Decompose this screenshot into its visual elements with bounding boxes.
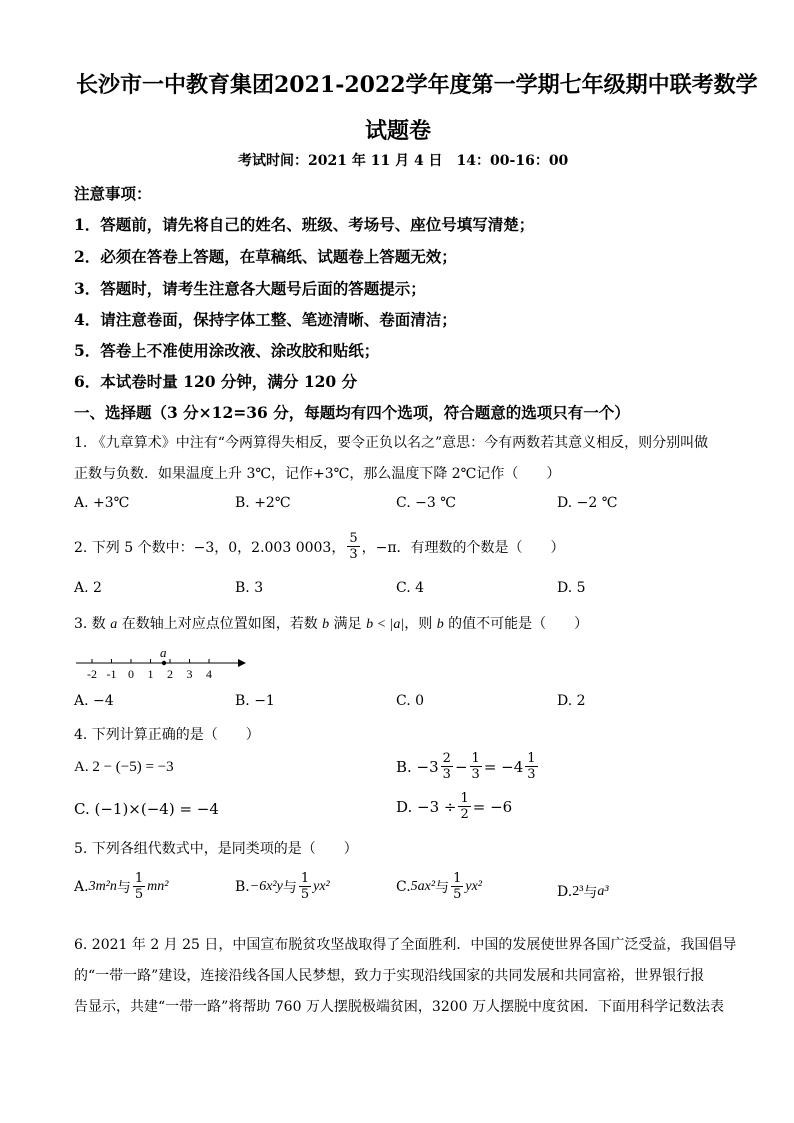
frac-den: 2 (460, 807, 469, 822)
q4-b-text: − (454, 757, 468, 776)
frac-num: 1 (300, 871, 310, 886)
q3-inequality: b < |a| (366, 617, 405, 632)
q5-text: D. (557, 884, 573, 900)
note-item: 4．请注意卷面，保持字体工整、笔迹清晰、卷面清洁； (74, 310, 457, 329)
number-line-tick-label: 1 (147, 667, 154, 680)
q4-option-d (396, 792, 512, 821)
q5-term: a³ (597, 884, 609, 899)
q5-term: yx² (465, 878, 482, 894)
q4-b-text: B. −3 (396, 757, 439, 776)
q5-text: 与 (435, 879, 450, 896)
note-item: 5．答卷上不准使用涂改液、涂改胶和贴纸； (74, 341, 380, 360)
section-heading: 一、选择题（3 分×12=36 分，每题均有四个选项，符合题意的选项只有一个） (74, 403, 630, 422)
frac-num: 2 (442, 751, 451, 766)
q4-option-a: A. 2 − (−5) = −3 (74, 759, 174, 775)
q5-term: 5ax² (410, 878, 436, 894)
q5-text: 与 (282, 879, 297, 896)
frac-den: 3 (471, 767, 480, 782)
q1-option-a: A. +3℃ (74, 495, 130, 511)
q2-option-b: B. 3 (235, 580, 264, 596)
q1-option-d: D. −2 ℃ (557, 495, 618, 511)
frac-den: 5 (300, 887, 310, 902)
number-line-ticks (87, 659, 212, 680)
frac-den: 3 (527, 767, 536, 782)
q3-var-a: a (110, 617, 118, 632)
q4-stem: 4. 下列计算正确的是（ ） (74, 727, 260, 743)
q2-prefix: 2. 下列 5 个数中：−3，0，2.003 0003， (74, 539, 346, 556)
frac-num: 1 (460, 791, 469, 806)
q3-option-a: A. −4 (74, 693, 114, 709)
note-item: 3．答题时，请考生注意各大题号后面的答题提示； (74, 279, 426, 298)
point-a-label: a (160, 645, 167, 660)
q2-frac-den: 3 (349, 547, 358, 562)
q3-text: 在数轴上对应点位置如图，若数 (117, 616, 323, 632)
q5-option-d (557, 882, 609, 902)
exam-title-line1: 长沙市一中教育集团2021-2022学年度第一学期七年级期中联考数学 (76, 72, 758, 98)
q3-text: 3. 数 (74, 616, 111, 632)
q2-frac-num: 5 (349, 531, 358, 546)
q5-stem: 5. 下列各组代数式中，是同类项的是（ ） (74, 841, 358, 857)
q1-line1: 1. 《九章算术》中注有“今两算得失相反，要令正负以名之”意思：今有两数若其意义相反，则分别叫做 (74, 435, 709, 451)
q2-option-a: A. 2 (74, 580, 102, 596)
frac-den: 5 (134, 887, 144, 902)
q5-term: 3m²n (88, 878, 117, 894)
q5-term: 2³ (572, 884, 584, 899)
q5-term: yx² (313, 878, 330, 894)
q3-option-c: C. 0 (396, 693, 425, 709)
q4-d-text: = −6 (472, 797, 513, 816)
number-line-tick-label: -1 (106, 667, 117, 680)
note-item: 1．答题前，请先将自己的姓名、班级、考场号、座位号填写清楚； (74, 215, 535, 234)
q1-option-b: B. +2℃ (235, 495, 291, 511)
exam-time: 考试时间：2021 年 11 月 4 日 14：00-16：00 (238, 153, 569, 169)
q6-line2: 的“一带一路”建设，连接沿线各国人民梦想，致力于实现沿线国家的共同发展和共同富裕，世界银行报 (74, 968, 705, 984)
number-line-tick-label: 2 (167, 667, 173, 680)
q4-d-text: D. −3 ÷ (396, 797, 457, 816)
q4-option-c: C. (−1)×(−4) = −4 (74, 800, 219, 818)
number-line-figure (72, 644, 248, 680)
q2-suffix: ，−π．有理数的个数是（ ） (361, 539, 565, 556)
q5-option-c (396, 872, 482, 901)
frac-num: 1 (471, 751, 480, 766)
point-a-dot (162, 661, 166, 665)
notes-heading: 注意事项： (74, 184, 152, 203)
q5-text: 与 (116, 879, 131, 896)
q5-term: −6x²y (249, 878, 283, 894)
q3-var-b: b (322, 617, 330, 632)
exam-title-line2: 试题卷 (365, 118, 432, 144)
q3-var-b: b (436, 617, 444, 632)
q3-text: ，则 (404, 616, 437, 632)
q6-line3: 告显示，共建“一带一路”将帮助 760 万人摆脱极端贫困，3200 万人摆脱中度贫困．下面用科学记数法表 (74, 999, 725, 1015)
q4-b-text: = −4 (483, 757, 524, 776)
frac-num: 1 (527, 751, 536, 766)
q1-option-c: C. −3 ℃ (396, 495, 456, 511)
q5-text: A. (74, 878, 89, 895)
q3-option-b: B. −1 (235, 693, 275, 709)
q2-option-c: C. 4 (396, 580, 425, 596)
q6-line1: 6. 2021 年 2 月 25 日，中国宣布脱贫攻坚战取得了全面胜利．中国的发展使世界各国广泛受益，我国倡导 (74, 937, 737, 953)
q5-term: mn² (147, 878, 169, 894)
frac-den: 5 (453, 887, 462, 902)
frac-den: 3 (442, 767, 451, 782)
note-item: 6．本试卷时量 120 分钟，满分 120 分 (74, 372, 358, 391)
q5-text: B. (235, 878, 250, 895)
number-line-tick-label: 3 (186, 667, 193, 680)
q2-option-d: D. 5 (557, 580, 586, 596)
q3-text: 的值不可能是（ ） (443, 616, 589, 632)
frac-num: 1 (134, 871, 144, 886)
q2-stem (74, 532, 565, 561)
q5-text: C. (396, 878, 411, 895)
q5-option-a (74, 872, 168, 901)
number-line-tick-label: 4 (206, 667, 212, 680)
frac-num: 1 (453, 871, 462, 886)
q3-stem (74, 613, 588, 633)
q2-fraction (347, 532, 359, 561)
q1-line2: 正数与负数．如果温度上升 3℃，记作+3℃，那么温度下降 2℃记作（ ） (74, 466, 561, 482)
note-item: 2．必须在答卷上答题，在草稿纸、试题卷上答题无效； (74, 247, 457, 266)
q5-text: 与 (583, 885, 598, 901)
number-line-arrow (238, 659, 246, 667)
q5-option-b (235, 872, 330, 901)
q4-option-b (396, 752, 540, 781)
q3-text: 满足 (329, 616, 367, 632)
number-line-tick-label: -2 (87, 667, 97, 680)
q3-option-d: D. 2 (557, 693, 586, 709)
number-line-tick-label: 0 (128, 667, 134, 680)
